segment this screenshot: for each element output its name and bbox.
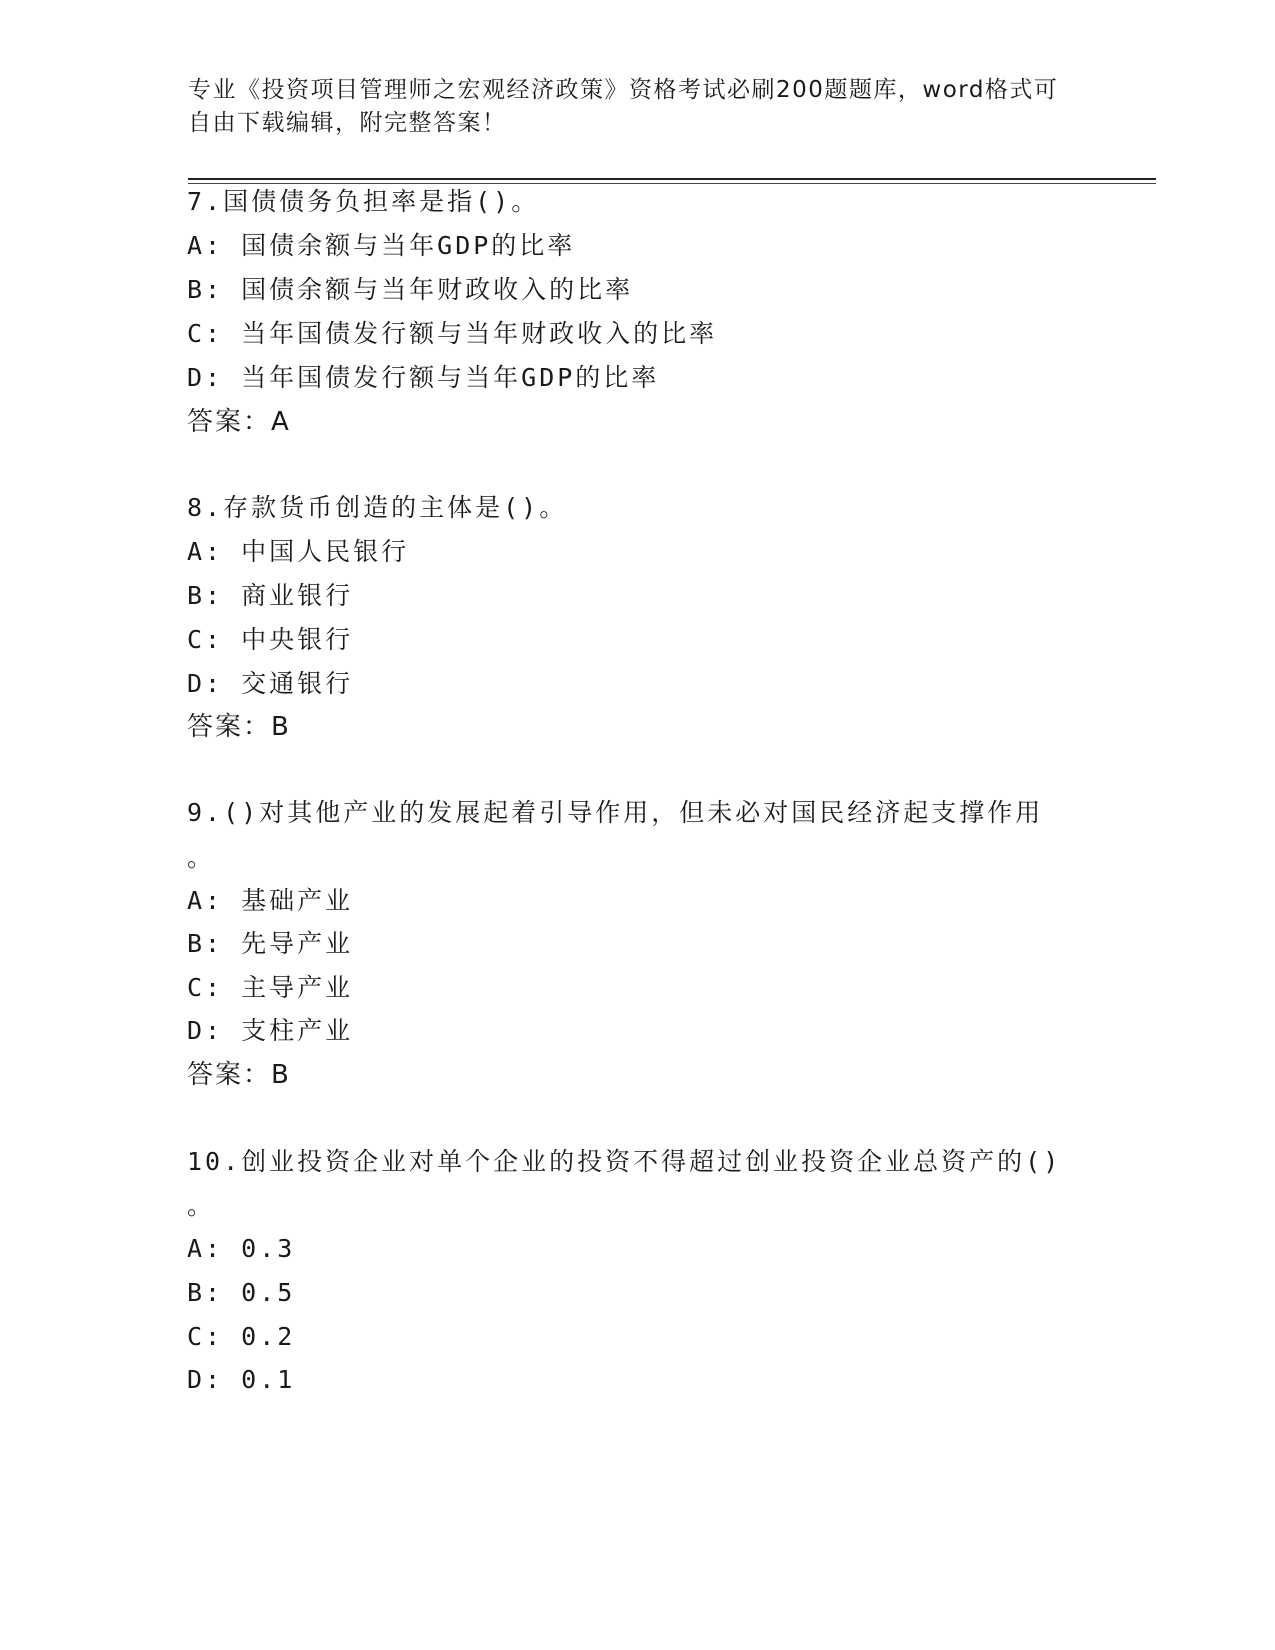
question-7-answer: 答案：A <box>187 407 291 437</box>
question-10-option-d: D: 0.1 <box>187 1365 296 1394</box>
question-8-option-d: D: 交通银行 <box>187 669 354 698</box>
header-line-1: 专业《投资项目管理师之宏观经济政策》资格考试必刷200题题库，word格式可 <box>188 77 1059 103</box>
header-line-2: 自由下载编辑，附完整答案！ <box>188 110 507 136</box>
question-9-stem: 9.()对其他产业的发展起着引导作用，但未必对国民经济起支撑作用 <box>187 798 1044 827</box>
question-9-answer: 答案：B <box>187 1060 291 1090</box>
question-10-stem: 10.创业投资企业对单个企业的投资不得超过创业投资企业总资产的() <box>187 1147 1062 1176</box>
question-8-option-a: A: 中国人民银行 <box>187 537 410 566</box>
question-10-stem-continuation: 。 <box>187 1191 216 1220</box>
question-8-answer: 答案：B <box>187 712 291 742</box>
question-8-option-c: C: 中央银行 <box>187 625 354 654</box>
question-10-option-b: B: 0.5 <box>187 1278 296 1307</box>
question-7-option-a: A: 国债余额与当年GDP的比率 <box>187 231 576 260</box>
question-7-stem: 7.国债债务负担率是指()。 <box>187 187 540 216</box>
question-7-option-b: B: 国债余额与当年财政收入的比率 <box>187 275 634 304</box>
question-10-option-a: A: 0.3 <box>187 1234 296 1263</box>
document-header <box>188 74 1088 140</box>
question-8-stem: 8.存款货币创造的主体是()。 <box>187 493 568 522</box>
question-9-stem-continuation: 。 <box>187 843 216 872</box>
question-9-option-d: D: 支柱产业 <box>187 1016 354 1045</box>
question-7-option-c: C: 当年国债发行额与当年财政收入的比率 <box>187 319 718 348</box>
question-8-option-b: B: 商业银行 <box>187 581 354 610</box>
question-9-option-a: A: 基础产业 <box>187 886 354 915</box>
header-divider-thick <box>188 178 1156 180</box>
question-10-option-c: C: 0.2 <box>187 1322 296 1351</box>
header-divider-thin <box>188 183 1156 184</box>
question-9-option-c: C: 主导产业 <box>187 973 354 1002</box>
question-9-option-b: B: 先导产业 <box>187 929 354 958</box>
question-7-option-d: D: 当年国债发行额与当年GDP的比率 <box>187 363 660 392</box>
